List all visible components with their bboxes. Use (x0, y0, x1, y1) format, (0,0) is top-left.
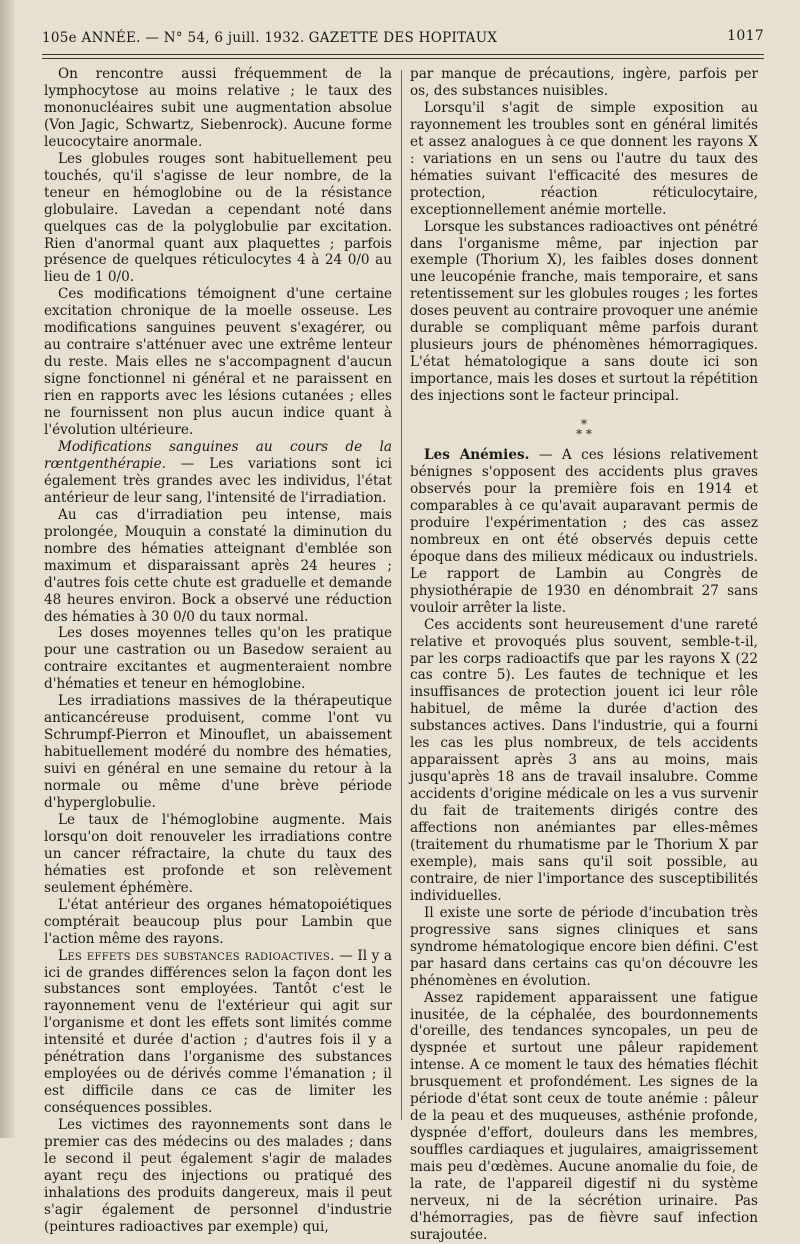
issue-line: 105e ANNÉE. — N° 54, 6 juill. 1932. (42, 30, 305, 46)
right-column (410, 66, 758, 1243)
paragraph (44, 439, 392, 507)
paragraph: L'état antérieur des organes hématopoiétiques comptérait beaucoup plus pour Lambin que l'action même des rayons. (44, 896, 392, 947)
section-separator-asterism (410, 417, 758, 442)
paragraph-text: — A ces lésions relativement bénignes s'opposent des accidents plus graves observés pour la première fois en 1914 et comparables à ce qu'avait auparavant permis de produire l'expérimentation ; des cas assez nombreux en ont été observés depuis cette époque dans des milieux médicaux ou industriels. Le rapport de Lambin au Congrès de physiothérapie de 1930 en dénombrait 27 sans vouloir arrêter la liste. (410, 447, 758, 616)
asterism-top: * (581, 417, 587, 432)
paragraph: par manque de précautions, ingère, parfois per os, des substances nuisibles. (410, 66, 758, 99)
left-column (44, 66, 392, 1235)
header-rule-bottom (42, 58, 764, 59)
paragraph: On rencontre aussi fréquemment de la lymphocytose au moins relative ; le taux des mononucléaires subit une augmentation absolue (Von Jagic, Schwartz, Siebenrock). Aucune forme leucocytaire anormale. (44, 66, 392, 150)
asterism-bottom: * * (576, 427, 592, 442)
section-heading-substances-radioactives: Les effets des substances radioactives. (58, 947, 335, 964)
paragraph: Ces modifications témoignent d'une certaine excitation chronique de la moelle osseuse. Les modifications sanguines peuvent s'exagérer, ou au contraire s'atténuer avec une extrême lenteur du reste. Mais elles ne s'accompagnent d'aucun signe fonctionnel ni général et ne paraissent en rien en rapports avec les lésions cutanées ; elles ne fournissent non plus aucun indice quant à l'évolution ultérieure. (44, 286, 392, 439)
page-number: 1017 (727, 28, 764, 44)
paragraph-text: — Les variations sont ici également très grandes avec les individus, l'état antérieur de leur sang, l'intensité de l'irradiation. (44, 455, 392, 506)
paragraph (44, 948, 392, 1118)
paragraph: Les doses moyennes telles qu'on les pratique pour une castration ou un Basedow seraient au contraire excitantes et augmenteraient nombre d'hématies et teneur en hémoglobine. (44, 625, 392, 693)
column-divider (401, 70, 402, 1120)
paragraph (410, 447, 758, 617)
paragraph: Lorsqu'il s'agit de simple exposition au rayonnement les troubles sont en général limités et assez analogues à ce que donnent les rayons X : variations en un sens ou l'autre du taux des hématies suivant l'efficacité des mesures de protection, réaction réticulocytaire, exceptionnellement anémie mortelle. (410, 99, 758, 218)
paragraph: Ces accidents sont heureusement d'une rareté relative et provoqués plus souvent, semble-t-il, par les corps radioactifs que par les rayons X (22 cas contre 5). Les fautes de technique et les insuffisances de protection jouent ici leur rôle habituel, de même la durée d'action des substances actives. Dans l'industrie, qui a fourni les cas les plus nombreux, de tels accidents apparaissent après 3 ans au moins, mais jusqu'après 18 ans de travail insalubre. Comme accidents d'origine médicale on les a vus survenir du fait de traitements dirigés contre des affections non anémiantes par elles-mêmes (traitement du rhumatisme par le Thorium X par exemple), mais sans qu'il soit possible, au contraire, de nier l'importance des susceptibilités individuelles. (410, 616, 758, 904)
paragraph: Au cas d'irradiation peu intense, mais prolongée, Mouquin a constaté la diminution du nombre des hématies atteignant d'emblée son maximum et disparaissant après 24 heures ; d'autres fois cette chute est graduelle et demande 48 heures environ. Bock a observé une réduction des hématies à 30 0/0 du taux normal. (44, 506, 392, 625)
paragraph: Le taux de l'hémoglobine augmente. Mais lorsqu'on doit renouveler les irradiations contre un cancer réfractaire, la chute du taux des hématies est profonde et son relèvement seulement éphémère. (44, 811, 392, 896)
paragraph: Les globules rouges sont habituellement peu touchés, qu'il s'agisse de leur nombre, de la teneur en hémoglobine ou de la résistance globulaire. Lavedan a cependant noté dans quelques cas de la polyglobulie par excitation. Rien d'anormal quant aux plaquettes ; parfois présence de quelques réticulocytes 4 à 24 0/0 au lieu de 1 0/0. (44, 150, 392, 286)
paragraph: Assez rapidement apparaissent une fatigue inusitée, de la céphalée, des bourdonnements d'oreille, des tendances syncopales, un peu de dyspnée et surtout une pâleur rapidement intense. A ce moment le taux des hématies fléchit brusquement et profondément. Les signes de la période d'état sont ceux de toute anémie : pâleur de la peau et des muqueuses, asthénie profonde, dyspnée d'effort, douleurs dans les membres, souffles cardiaques et jugulaires, amaigrissement mais peu d'œdèmes. Aucune anomalie du foie, de la rate, de l'appareil digestif ni du système nerveux, ni de la sécrétion urinaire. Pas d'hémorragies, pas de fièvre sauf infection surajoutée. (410, 989, 758, 1243)
header-rule-top (42, 54, 764, 55)
paragraph: Les irradiations massives de la thérapeutique anticancéreuse produisent, comme l'ont vu Schrumpf-Pierron et Minouflet, un abaissement habituellement modéré du nombre des hématies, suivi en général en une semaine du retour à la normale ou même d'une brève période d'hyperglobulie. (44, 693, 392, 811)
paragraph: Il existe une sorte de période d'incubation très progressive sans signes cliniques et sans syndrome hématologique encore bien défini. C'est par hasard dans certains cas qu'on découvre les phénomènes en évolution. (410, 904, 758, 989)
journal-title: GAZETTE DES HOPITAUX (308, 30, 498, 46)
paragraph-text: — Il y a ici de grandes différences selon la façon dont les substances sont employées. Tantôt c'est le rayonnement venu de l'extérieur qui agit sur l'organisme et dont les effets sont limités comme intensité et durée d'action ; d'autres fois il y a pénétration dans l'organisme des substances employées ou de dérivés comme l'émanation ; il est difficile dans ce cas de limiter les conséquences possibles. (44, 947, 392, 1117)
section-heading-anemies: Les Anémies. (424, 447, 530, 464)
paragraph: Lorsque les substances radioactives ont pénétré dans l'organisme même, par injection par exemple (Thorium X), les faibles doses donnent une leucopénie franche, mais temporaire, et sans retentissement sur les globules rouges ; les fortes doses peuvent au contraire provoquer une anémie durable se compliquant même parfois durant plusieurs jours de phénomènes hémorragiques. L'état hématologique a sans doute ici son importance, mais les doses et surtout la répétition des injections sont le facteur principal. (410, 218, 758, 405)
section-heading-roentgentherapie: Modifications sanguines au cours de la rœntgenthérapie. (44, 438, 392, 472)
running-header (42, 28, 764, 52)
page-binding-edge (0, 0, 14, 1138)
paragraph: Les victimes des rayonnements sont dans le premier cas des médecins ou des malades ; dans le second il peut également s'agir de malades ayant reçu des injections ou pratiqué des inhalations des produits dangereux, mais il peut s'agir également de personnel d'industrie (peintures radioactives par exemple) qui, (44, 1117, 392, 1235)
